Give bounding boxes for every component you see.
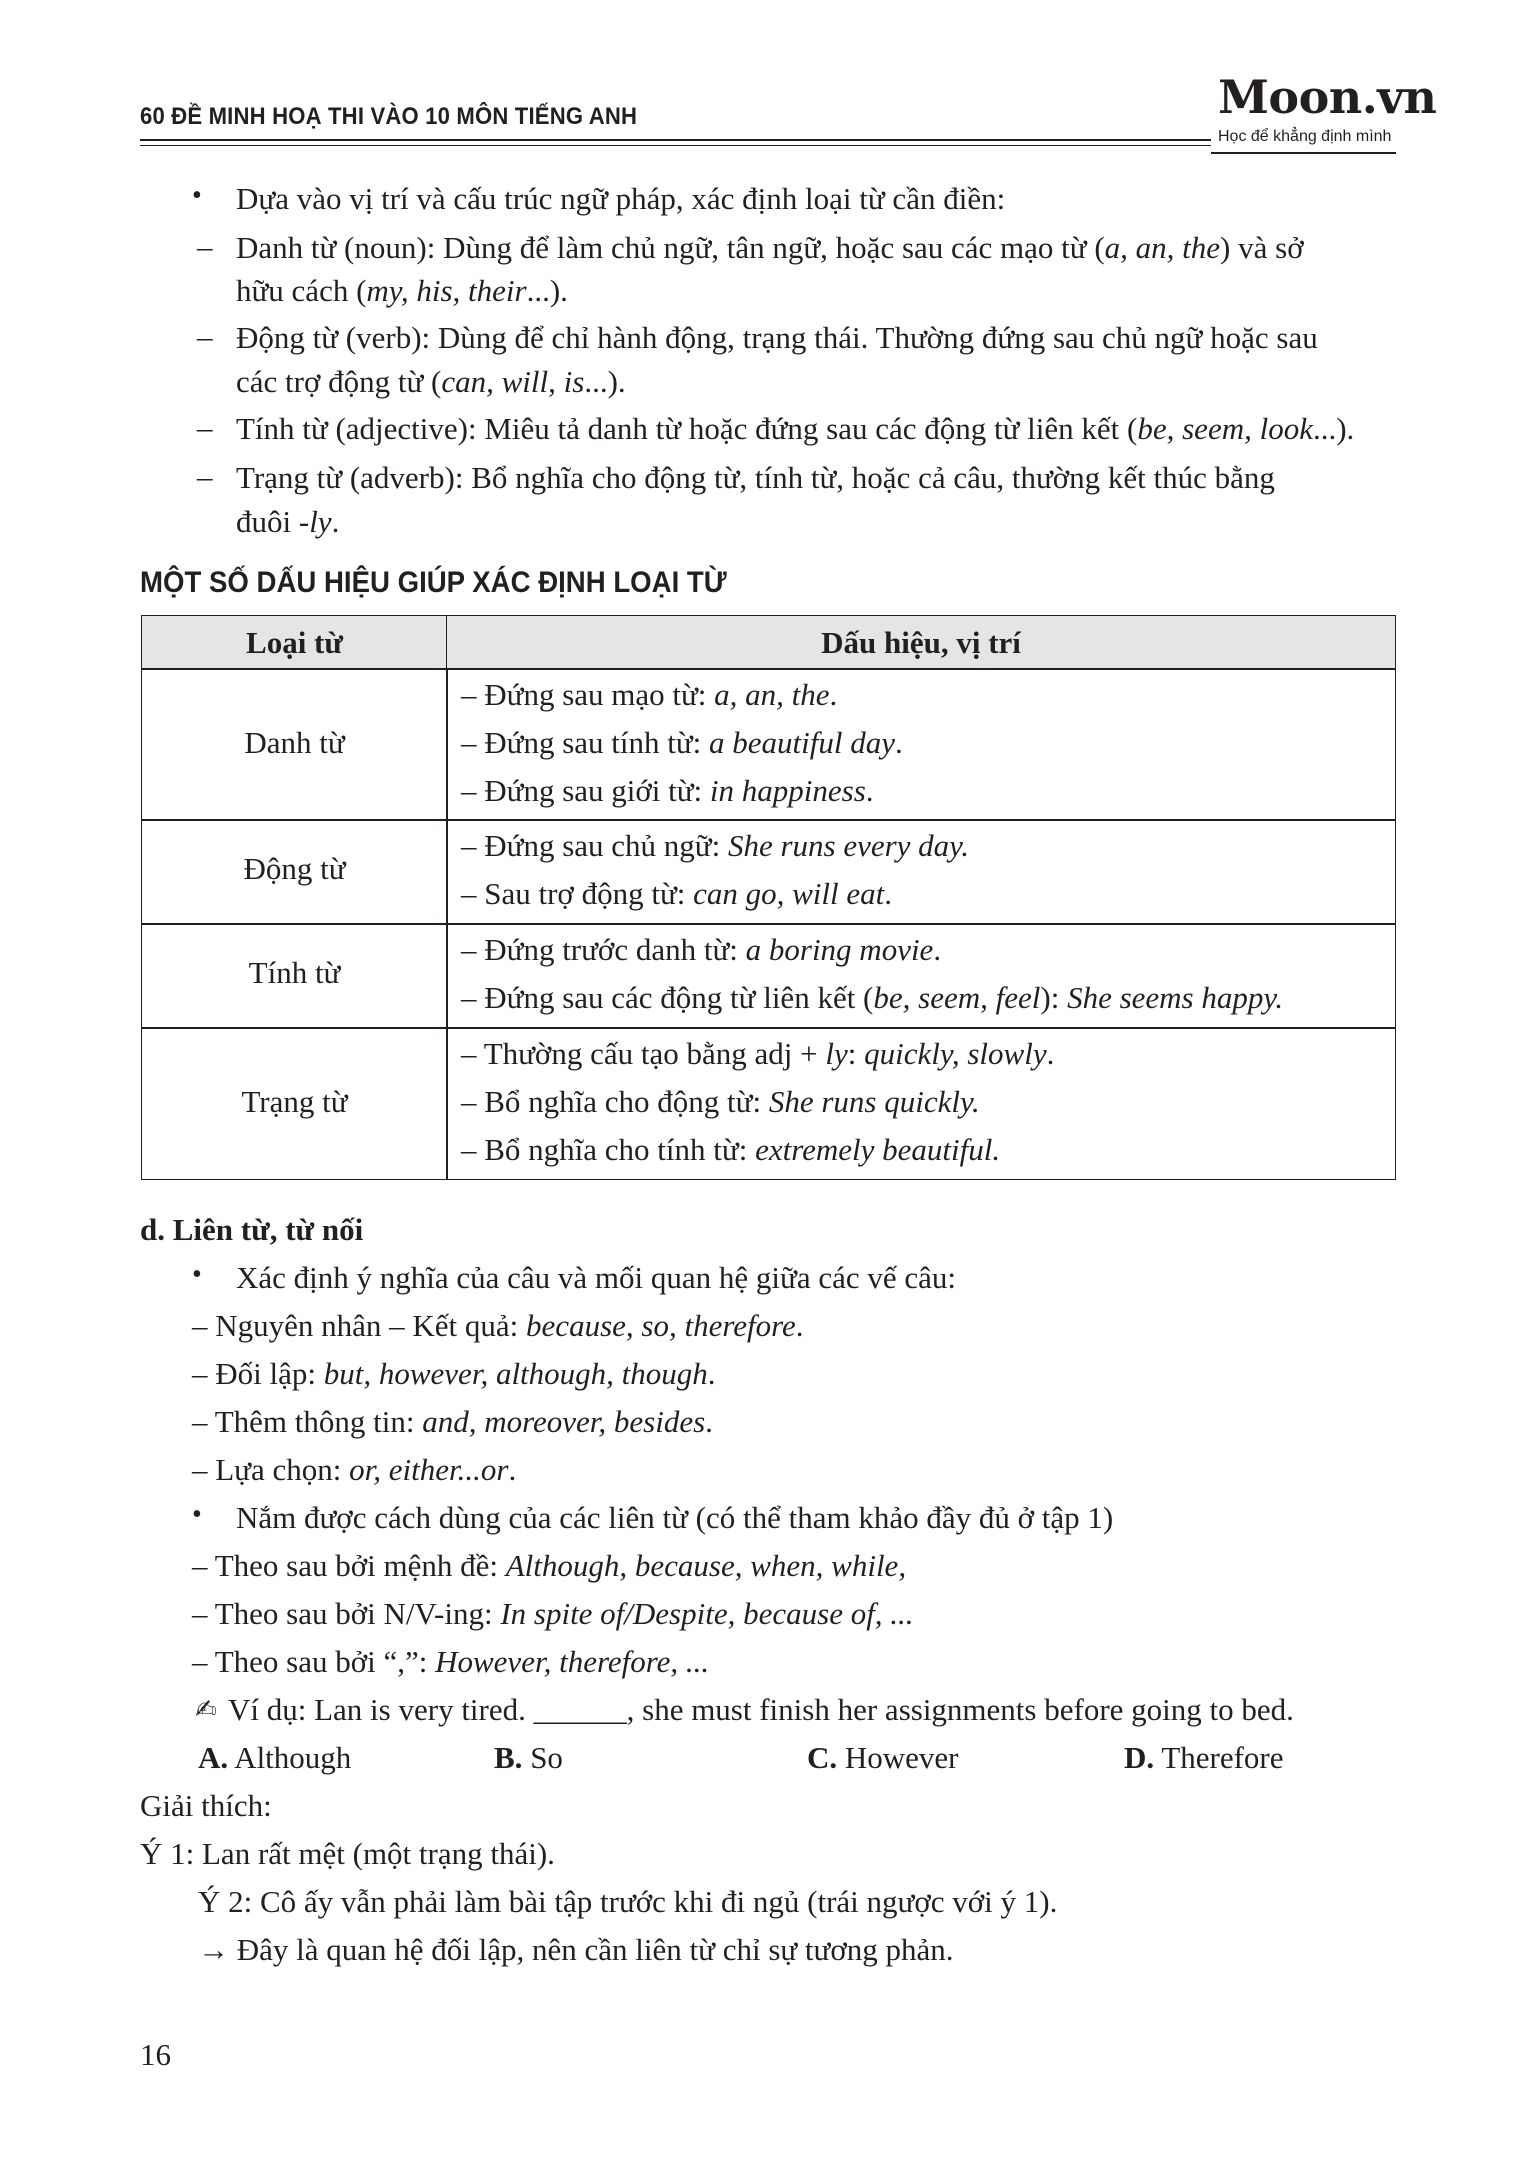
- dash-icon: –: [197, 319, 213, 354]
- conj-cause-effect: – Nguyên nhân – Kết quả: because, so, therefore.: [192, 1308, 804, 1343]
- option-d: D. Therefore: [1124, 1740, 1284, 1775]
- conj-comma: – Theo sau bởi “,”: However, therefore, ...: [192, 1644, 710, 1679]
- explanation-point-2: Ý 2: Cô ấy vẫn phải làm bài tập trước khi đi ngủ (trái ngược với ý 1).: [198, 1884, 1058, 1919]
- noun-description: Danh từ (noun): Dùng để làm chủ ngữ, tân ngữ, hoặc sau các mạo từ (a, an, the) và sở: [236, 230, 1304, 265]
- option-a: A. Although: [198, 1740, 352, 1775]
- adverb-description-cont: đuôi -ly.: [236, 504, 340, 539]
- sign-line: – Đứng sau các động từ liên kết (be, seem, feel): She seems happy.: [461, 980, 1284, 1015]
- conj-addition: – Thêm thông tin: and, moreover, besides.: [192, 1404, 713, 1439]
- sign-line: – Đứng sau tính từ: a beautiful day.: [461, 725, 903, 760]
- adverb-description: Trạng từ (adverb): Bổ nghĩa cho động từ, tính từ, hoặc cả câu, thường kết thúc bằng: [236, 460, 1275, 495]
- dash-icon: –: [197, 459, 213, 494]
- option-c: C. However: [807, 1740, 959, 1775]
- conjunction-heading: d. Liên từ, từ nối: [140, 1212, 364, 1247]
- table-header-cell: [446, 615, 1396, 670]
- explanation-point-1: Ý 1: Lan rất mệt (một trạng thái).: [140, 1836, 555, 1871]
- header-rule: [140, 139, 1211, 141]
- conj-contrast: – Đối lập: but, however, although, though.: [192, 1356, 716, 1391]
- sign-line: – Bổ nghĩa cho tính từ: extremely beautiful.: [461, 1132, 1001, 1167]
- header-signs: Dấu hiệu, vị trí: [821, 625, 1021, 660]
- row-type: Danh từ: [244, 725, 345, 760]
- noun-description-cont: hữu cách (my, his, their...).: [236, 273, 568, 308]
- bullet-icon: •: [192, 1499, 202, 1530]
- verb-description: Động từ (verb): Dùng để chỉ hành động, trạng thái. Thường đứng sau chủ ngữ hoặc sau: [236, 320, 1318, 355]
- conj-choice: – Lựa chọn: or, either...or.: [192, 1452, 517, 1487]
- option-b: B. So: [494, 1740, 563, 1775]
- row-type: Trạng từ: [241, 1084, 348, 1119]
- adjective-description: Tính từ (adjective): Miêu tả danh từ hoặc đứng sau các động từ liên kết (be, seem, look...).: [236, 411, 1355, 446]
- table-header-cell: [141, 615, 448, 670]
- conj-clause: – Theo sau bởi mệnh đề: Although, because, when, while,: [192, 1548, 907, 1583]
- table-row: [141, 923, 448, 1029]
- row-type: Động từ: [243, 851, 346, 886]
- page-number: 16: [140, 2037, 171, 2072]
- table-row-signs: [446, 1027, 1396, 1180]
- explanation-label: Giải thích:: [140, 1788, 272, 1823]
- sign-line: – Đứng sau chủ ngữ: She runs every day.: [461, 828, 969, 863]
- verb-description-cont: các trợ động từ (can, will, is...).: [236, 364, 626, 399]
- header-rule: [140, 145, 1211, 146]
- table-row: [141, 1027, 448, 1180]
- sign-line: – Bổ nghĩa cho động từ: She runs quickly.: [461, 1084, 980, 1119]
- dash-icon: –: [197, 229, 213, 264]
- header-word-type: Loại từ: [246, 625, 343, 660]
- publisher-logo: Moon.vn: [1218, 70, 1437, 124]
- conj-noun-ving: – Theo sau bởi N/V-ing: In spite of/Despite, because of, ...: [192, 1596, 914, 1631]
- explanation-conclusion: → Đây là quan hệ đối lập, nên cần liên từ chỉ sự tương phản.: [198, 1932, 954, 1967]
- bullet-icon: •: [192, 1259, 202, 1290]
- sign-line: – Đứng sau mạo từ: a, an, the.: [461, 677, 838, 712]
- table-row: [141, 668, 448, 821]
- conj-bullet-usage: Nắm được cách dùng của các liên từ (có thể tham khảo đầy đủ ở tập 1): [236, 1500, 1114, 1535]
- table-row-signs: [446, 923, 1396, 1029]
- sign-line: – Đứng sau giới từ: in happiness.: [461, 773, 874, 808]
- dash-icon: –: [197, 410, 213, 445]
- header-rule: [1211, 152, 1396, 154]
- bullet-icon: •: [192, 180, 202, 211]
- table-row-signs: [446, 819, 1396, 925]
- intro-bullet: Dựa vào vị trí và cấu trúc ngữ pháp, xác định loại từ cần điền:: [236, 181, 1006, 216]
- sign-line: – Sau trợ động từ: can go, will eat.: [461, 876, 893, 911]
- pencil-icon: ✍: [195, 1695, 217, 1725]
- word-type-table: [141, 615, 1396, 1180]
- sign-line: – Đứng trước danh từ: a boring movie.: [461, 932, 942, 967]
- sign-line: – Thường cấu tạo bằng adj + ly: quickly, slowly.: [461, 1036, 1055, 1071]
- table-row-signs: [446, 668, 1396, 821]
- row-type: Tính từ: [248, 955, 341, 990]
- publisher-tagline: Học để khẳng định mình: [1218, 128, 1392, 145]
- book-title: 60 ĐỀ MINH HOẠ THI VÀO 10 MÔN TIẾNG ANH: [140, 103, 638, 130]
- example-question: Ví dụ: Lan is very tired. ______, she must finish her assignments before going to bed.: [228, 1692, 1294, 1727]
- table-row: [141, 819, 448, 925]
- section-heading: MỘT SỐ DẤU HIỆU GIÚP XÁC ĐỊNH LOẠI TỪ: [140, 566, 727, 599]
- conj-bullet-meaning: Xác định ý nghĩa của câu và mối quan hệ giữa các vế câu:: [236, 1260, 957, 1295]
